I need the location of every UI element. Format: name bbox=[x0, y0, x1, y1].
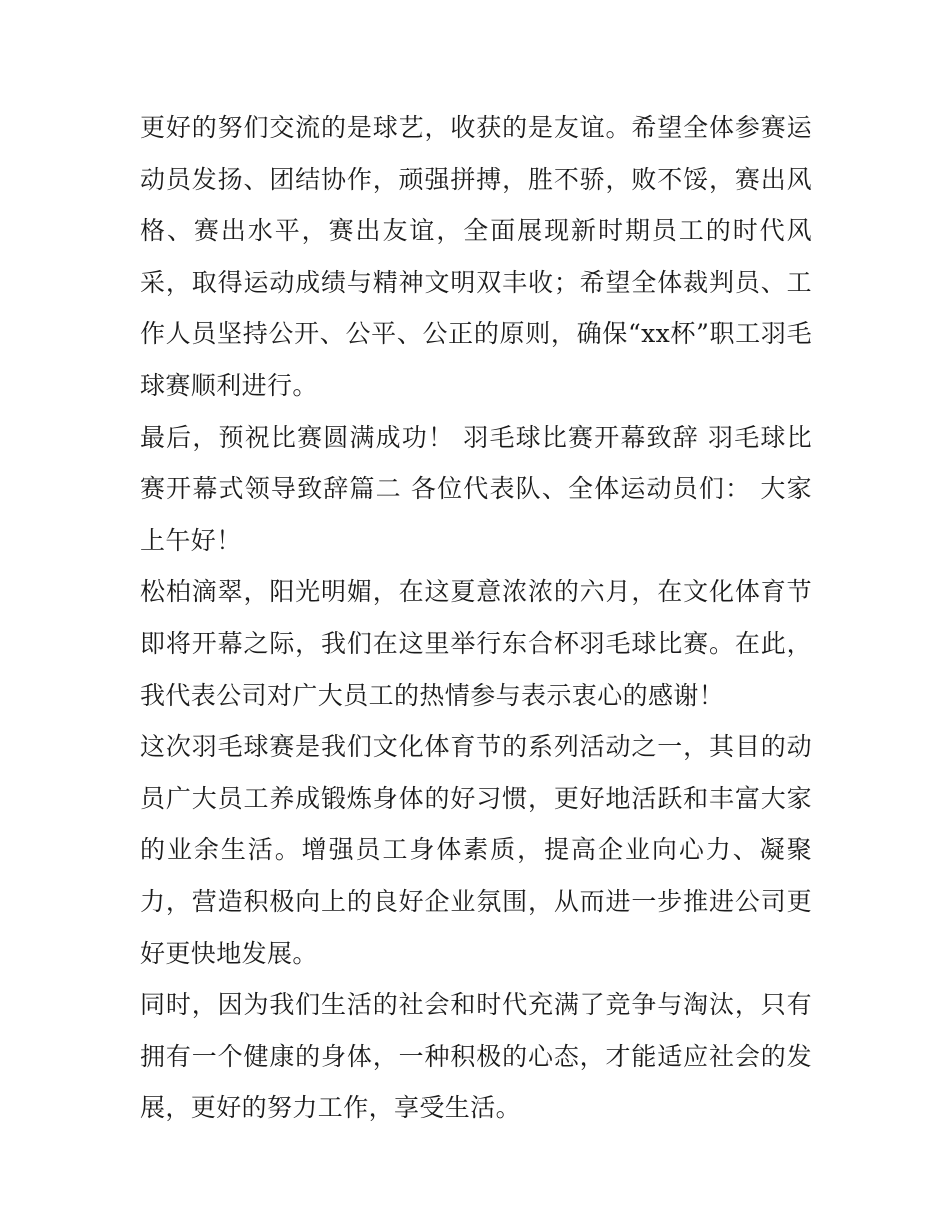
document-body bbox=[140, 102, 812, 1134]
paragraph: 同时，因为我们生活的社会和时代充满了竞争与淘汰，只有拥有一个健康的身体，一种积极的心态，才能适应社会的发展，更好的努力工作，享受生活。 bbox=[140, 990, 812, 1123]
paragraph: 最后，预祝比赛圆满成功！ 羽毛球比赛开幕致辞 羽毛球比赛开幕式领导致辞篇二 各位代表队、全体运动员们： 大家上午好！ bbox=[140, 422, 812, 555]
paragraph: 这次羽毛球赛是我们文化体育节的系列活动之一，其目的动员广大员工养成锻炼身体的好习惯，更好地活跃和丰富大家的业余生活。增强员工身体素质，提高企业向心力、凝聚力，营造积极向上的良好企业氛围，从而进一步推进公司更好更快地发展。 bbox=[140, 732, 812, 968]
paragraph: 更好的努们交流的是球艺，收获的是友谊。希望全体参赛运动员发扬、团结协作，顽强拼搏，胜不骄，败不馁，赛出风格、赛出水平，赛出友谊，全面展现新时期员工的时代风采，取得运动成绩与精神文明双丰收；希望全体裁判员、工作人员坚持公开、公平、公正的原则，确保“xx杯”职工羽毛球赛顺利进行。 bbox=[140, 113, 812, 400]
paragraph: 松柏滴翠，阳光明媚，在这夏意浓浓的六月，在文化体育节即将开幕之际，我们在这里举行东合杯羽毛球比赛。在此，我代表公司对广大员工的热情参与表示衷心的感谢！ bbox=[140, 577, 812, 710]
